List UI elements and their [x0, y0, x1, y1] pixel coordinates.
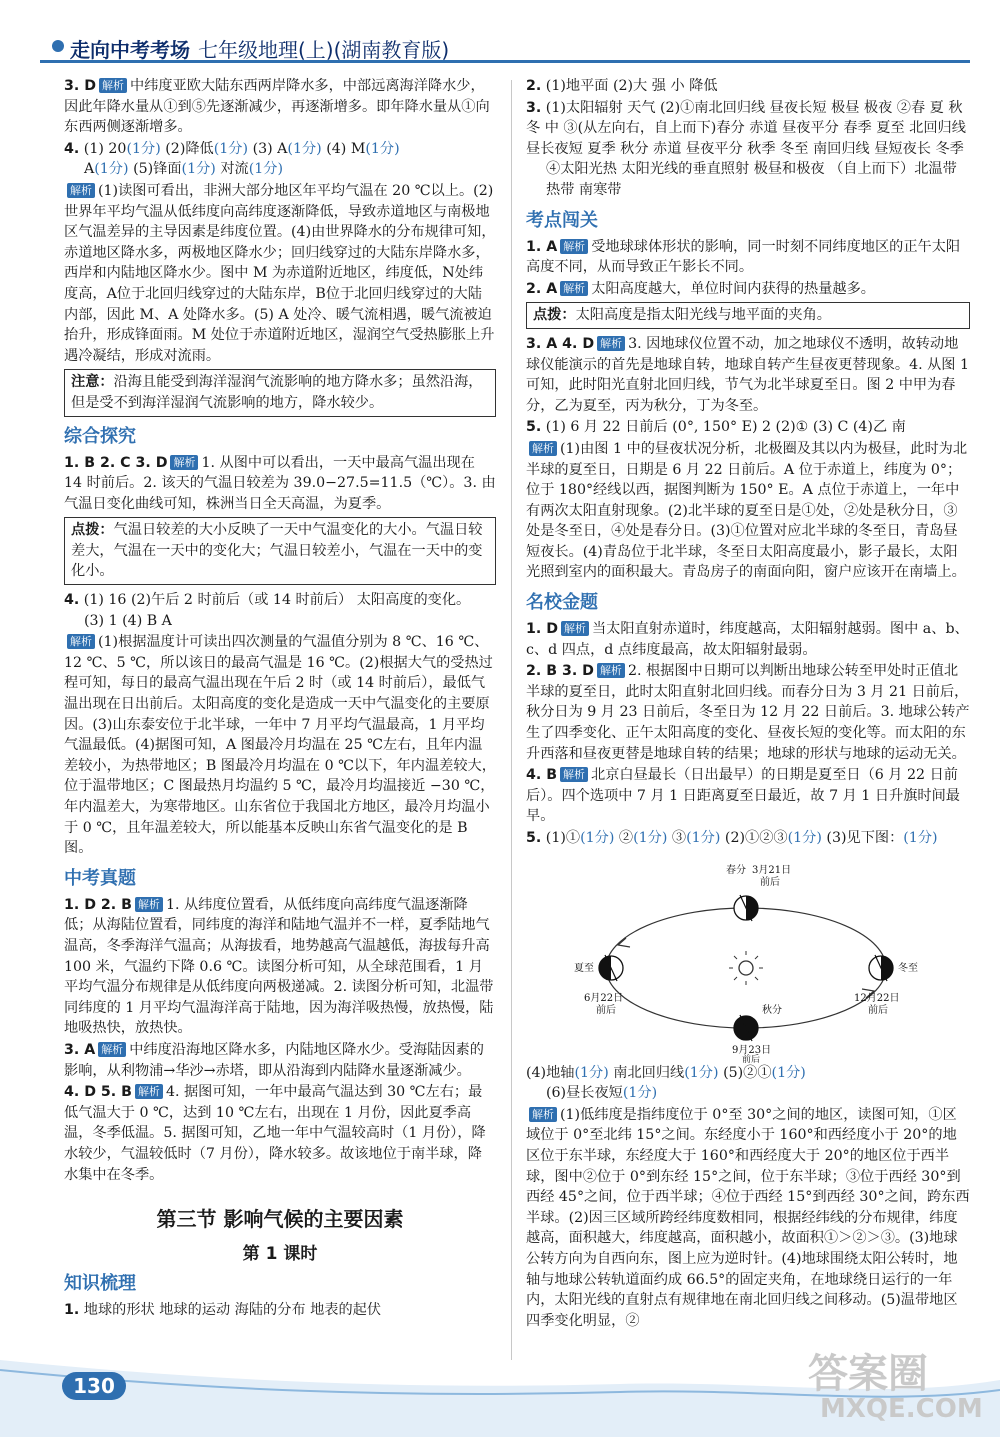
answer-part: (6)昼长夜短	[546, 1085, 623, 1102]
explanation-text: (1)读图可看出，非洲大部分地区年平均气温在 20 ℃以上。(2)世界年平均气温从低纬度向高纬度逐渐降低，导致赤道地区与南极地区气温差异的主导因素是纬度位置。(4)由世界降水的分布规律可知，赤道地区降水多，两极地区降水少；回归线穿过的大陆东岸降水多，西岸和内陆地区降水少。图中 M 为赤道附近地区，纬度低，N处纬度高，A位于北回归线穿过的大陆东岸，B位于北回归线穿过的大陆内部，因此 M、A 处降水多。(5) A 处冷、暖气流相遇，暖气流被迫抬升，形成锋面雨。M 处位于赤道附近地区，湿润空气受热膨胀上升遇冷凝结，形成对流雨。	[64, 182, 496, 364]
answer-item	[526, 765, 970, 827]
tip-label: 点拨：	[71, 522, 114, 539]
sun-icon	[729, 951, 763, 985]
answer-part: (2)①②③	[724, 830, 788, 846]
earth-winter-solstice	[869, 955, 893, 981]
answer-item	[526, 661, 970, 764]
answer-line	[64, 159, 496, 180]
header-bullet-icon	[52, 40, 64, 52]
answer-item	[64, 895, 496, 1039]
analysis-tag: 解析	[529, 441, 557, 456]
explanation-text: (1)低纬度是指纬度位于 0°至 30°之间的地区，读图可知，①区域位于 0°至北纬 15°之间。东经度小于 160°和西经度小于 20°的地区位于东半球，东经度大于 160°和西经度大于 20°的地区位于西半球，图中②位于 0°到东经 15°之间，位于东半球；③位于西经 30°到西经 45°之间，位于西半球；④位于西经 15°到西经 30°之间，跨东西半球。(2)因三区域所跨经纬度数相同，根据经纬线的分布规律，纬度越高，面积越大，纬度越高，面积越小，故面积①＞②＞③。(3)地球公转方向为自西向东，图上应为逆时针。(4)地球围绕太阳公转时，地轴与地球公转轨道面约成 66.5°的固定夹角，在地球绕日运行的一年内，太阳光线的直射点有规律地在南北回归线之间移动。(5)温带地区四季变化明显，②	[526, 1106, 970, 1329]
tip-text: 太阳高度是指太阳光线与地平面的夹角。	[575, 307, 831, 324]
answer-text: 中纬度沿海地区降水多，内陆地区降水少。受海陆因素的影响，从利物浦→华沙→赤塔，即从沿海到内陆降水量逐渐减少。	[64, 1041, 484, 1079]
earth-summer-solstice	[599, 955, 623, 981]
answer-text: 太阳高度越大，单位时间内获得的热量越多。	[591, 280, 875, 297]
answer-item	[64, 76, 496, 138]
answer-item	[526, 1063, 970, 1104]
answer-item	[64, 453, 496, 515]
answer-line	[526, 1083, 970, 1104]
label-winter: 冬至	[898, 962, 918, 974]
tip-box	[64, 517, 496, 585]
score-label: (1分)	[686, 830, 721, 846]
answer-number: 4.	[64, 140, 80, 157]
answer-text: (1)地平面 (2)大 强 小 降低	[545, 78, 718, 94]
label-autumn-date: 9月23日	[732, 1044, 772, 1056]
note-box	[64, 369, 496, 416]
label-summer-after: 前后	[596, 1004, 616, 1016]
answer-item	[526, 279, 970, 300]
section-heading: 考点闯关	[526, 209, 598, 231]
score-label: (1分)	[771, 1064, 806, 1081]
label-spring-after: 前后	[760, 876, 780, 888]
score-label: (1分)	[287, 140, 322, 157]
answer-text: (1)太阳辐射 天气 (2)①南北回归线 昼夜长短 极昼 极夜 ②春 夏 秋 冬 中 ③(从左向右，自上而下)春分 赤道 昼夜平分 春季 夏至 北回归线 昼长夜短 夏季 秋分 赤道 昼夜平分 秋季 冬至 南回归线 昼短夜长 冬季	[526, 99, 966, 157]
answer-number: 1.	[64, 1302, 80, 1319]
answer-number: 5.	[526, 830, 542, 846]
label-winter-after: 前后	[868, 1004, 888, 1016]
answer-number: 2. B 3. D	[526, 663, 594, 680]
answer-item	[526, 619, 970, 660]
answer-text: (1) 16 (2)午后 2 时前后（或 14 时前后） 太阳高度的变化。	[83, 592, 471, 609]
section-heading: 知识梳理	[64, 1273, 136, 1295]
watermark-url: MXQE.COM	[820, 1394, 983, 1424]
tip-box	[526, 302, 970, 329]
book-title	[70, 34, 449, 63]
label-summer-date: 6月22日	[584, 992, 624, 1004]
answer-number: 4. D 5. B	[64, 1084, 132, 1101]
answer-part: (5)锋面	[133, 161, 182, 178]
answer-number: 1. A	[526, 238, 558, 255]
analysis-tag: 解析	[67, 634, 95, 649]
answer-text: 地球的形状 地球的运动 海陆的分布 地表的起伏	[83, 1302, 382, 1319]
answer-part: (5)②①	[723, 1064, 772, 1081]
earth-autumn-equinox	[734, 1015, 758, 1041]
answer-item	[526, 828, 970, 849]
answer-number: 2. A	[526, 280, 558, 297]
answer-part: ②	[618, 830, 634, 846]
analysis-tag: 解析	[560, 281, 588, 296]
earth-orbit-diagram	[566, 853, 926, 1063]
analysis-tag: 解析	[597, 663, 625, 678]
page-number: 130	[62, 1372, 126, 1400]
answer-text: 4. 据图可知，一年中最高气温达到 30 ℃左右；最低气温大于 0 ℃，达到 10 ℃左右，出现在 1 月份，因此夏季高温，冬季低温。5. 据图可知，乙地一年中气温较高时（1 月份），降水较少，气温较低时（7 月份），降水较多。故该地位于南半球，降水集中在冬季。	[64, 1084, 486, 1183]
answer-part: (4)地轴	[526, 1064, 575, 1081]
analysis-tag: 解析	[561, 621, 589, 636]
answer-part: A	[84, 161, 95, 178]
answer-line: ④太阳光热 太阳光线的垂直照射 极昼和极夜 （自上而下）北温带 热带 南寒带	[546, 161, 957, 198]
label-autumn: 秋分	[762, 1004, 782, 1016]
label-autumn-after: 前后	[742, 1054, 761, 1063]
column-divider	[511, 80, 512, 1360]
analysis-tag: 解析	[529, 1107, 557, 1122]
answer-item	[64, 139, 496, 180]
score-label: (1分)	[622, 1085, 658, 1102]
answer-text: 中纬度亚欧大陆东西两岸降水多，中部远离海洋降水少，因此年降水量从①到⑤先逐渐减少，再逐渐增多。即年降水量从①向东西两侧逐渐增多。	[64, 78, 490, 136]
score-label: (1分)	[903, 830, 938, 846]
analysis-tag: 解析	[98, 1042, 126, 1057]
answer-part: (1) 20	[83, 140, 127, 157]
label-summer: 夏至	[574, 962, 594, 974]
watermark-logo: 答案圈	[808, 1351, 928, 1397]
score-label: (1分)	[365, 140, 400, 157]
explanation	[526, 439, 970, 583]
note-label: 注意：	[71, 374, 114, 391]
lesson-title: 第 1 课时	[242, 1243, 318, 1264]
score-label: (1分)	[248, 161, 284, 178]
explanation	[526, 1105, 970, 1332]
analysis-tag: 解析	[99, 78, 127, 93]
answer-text: 2. 根据图中日期可以判断出地球公转至甲处时正值北半球的夏至日，此时太阳直射北回归线。而春分日为 3 月 21 日前后，秋分日为 9 月 23 日前后，冬至日为 12 月 22 日前后。3. 地球公转产生了四季变化、正午太阳高度的变化、昼夜长短的变化等。而太阳的东升西落和昼夜更替是地球自转的结果；地球的形状与地球的运动无关。	[526, 663, 970, 762]
score-label: (1分)	[126, 140, 161, 157]
page-header	[0, 0, 1000, 72]
answer-part: (2)降低	[165, 140, 214, 157]
answer-part: (1)①	[545, 830, 581, 846]
label-spring: 春分	[726, 864, 746, 876]
answer-number: 1. B 2. C 3. D	[64, 454, 168, 471]
answer-item	[526, 98, 970, 201]
answer-number: 5.	[526, 419, 542, 436]
note-text: 沿海且能受到海洋湿润气流影响的地方降水多；虽然沿海，但是受不到海洋湿润气流影响的地方，降水较少。	[71, 374, 483, 411]
answer-item	[64, 1300, 496, 1321]
analysis-tag: 解析	[135, 897, 163, 912]
answer-part: (4) M	[326, 140, 366, 157]
book-subtitle: 七年级地理(上)(湖南教育版)	[198, 38, 450, 62]
answer-number: 3. A 4. D	[526, 335, 595, 352]
answer-part: 对流	[220, 161, 249, 178]
answer-item	[64, 590, 496, 631]
score-label: (1分)	[181, 161, 216, 178]
answer-text: (1) 6 月 22 日前后 (0°, 150° E) 2 (2)① (3) C (4)乙 南	[545, 419, 906, 436]
score-label: (1分)	[580, 830, 615, 846]
analysis-tag: 解析	[560, 239, 588, 254]
answer-text: 当太阳直射赤道时，纬度越高，太阳辐射越弱。图中 a、b、c、d 四点，d 点纬度最高，故太阳辐射最弱。	[526, 621, 969, 658]
analysis-tag: 解析	[135, 1084, 163, 1099]
answer-number: 4.	[64, 592, 80, 609]
tip-label: 点拨：	[533, 307, 576, 324]
answer-line: (3) 1 (4) B A	[84, 612, 172, 629]
analysis-tag: 解析	[560, 767, 588, 782]
answer-text: 北京白昼最长（日出最早）的日期是夏至日（6 月 22 日前后）。四个选项中 7 月 1 日距离夏至日最近，故 7 月 1 日升旗时间最早。	[526, 767, 960, 825]
analysis-tag: 解析	[597, 336, 625, 351]
analysis-tag: 解析	[170, 455, 198, 470]
right-column	[526, 76, 970, 1332]
score-label: (1分)	[574, 1064, 609, 1081]
section-heading: 中考真题	[64, 867, 136, 889]
explanation	[64, 632, 496, 859]
answer-item	[526, 237, 970, 278]
score-label: (1分)	[633, 830, 668, 846]
score-label: (1分)	[787, 830, 822, 846]
score-label: (1分)	[684, 1064, 719, 1081]
answer-item	[526, 76, 970, 97]
tip-text: 气温日较差的大小反映了一天中气温变化的大小。气温日较差大，气温在一天中的变化大；气温日较差小，气温在一天中的变化小。	[71, 522, 483, 580]
answer-number: 3.	[526, 99, 542, 116]
label-spring-date: 3月21日	[752, 864, 792, 876]
answer-part: (3)见下图：	[826, 830, 904, 846]
label-winter-date: 12月22日	[854, 992, 900, 1004]
answer-number: 4. B	[526, 767, 558, 784]
explanation	[64, 181, 496, 366]
answer-text: 1. 从纬度位置看，从低纬度向高纬度气温逐渐降低；从海陆位置看，同纬度的海洋和陆地气温并不一样，夏季陆地气温高，冬季海洋气温高；从海拔看，地势越高气温越低，海拔每升高 100 米，气温约下降 0.6 ℃。读图分析可知，从全球范围看，1 月平均气温分布规律是从低纬度向两极递减。2. 读图分析可知，北温带同纬度的 1 月平均气温海洋高于陆地，因为海洋吸热慢，放热慢，陆地吸热快，放热快。	[64, 896, 494, 1037]
explanation-text: (1)由图 1 中的昼夜状况分析，北极圈及其以内为极昼，此时为北半球的夏至日，日期是 6 月 22 日前后。A 位于赤道上，纬度为 0°；位于 180°经线以西，据图判断为 150° E。A 点位于赤道上，一年中有两次太阳直射现象。(2)北半球的夏至日是①处，②处是秋分日，③处是冬至日，④处是春分日。(3)①位置对应北半球的冬至日，青岛昼短夜长。(4)青岛位于北半球，冬至日太阳高度最小，影子最长，太阳光照到室内的面积最大。青岛房子的南面向阳，窗户应该开在南墙上。	[526, 440, 968, 581]
orbit-ellipse	[606, 908, 886, 1028]
answer-number: 2.	[526, 78, 542, 94]
book-series-title: 走向中考考场	[70, 38, 190, 62]
answer-part: 南北回归线	[613, 1064, 685, 1081]
answer-number: 3. A	[64, 1041, 96, 1058]
answer-item	[64, 1082, 496, 1185]
left-column	[64, 76, 496, 1322]
score-label: (1分)	[213, 140, 249, 157]
analysis-tag: 解析	[67, 183, 95, 198]
earth-spring-equinox	[734, 895, 758, 921]
answer-part: ③	[671, 830, 687, 846]
answer-item	[526, 417, 970, 438]
section-heading: 名校金题	[526, 592, 598, 614]
answer-text: 3. 因地球仪位置不动，加之地球仪不透明，故转动地球仪能演示的首先是地球自转，地球自转产生昼夜更替现象。4. 从图 1 可知，此时阳光直射北回归线，节气为北半球夏至日。图 2 中甲为春分，乙为夏至，丙为秋分，丁为冬至。	[526, 335, 970, 414]
score-label: (1分)	[94, 161, 129, 178]
answer-number: 1. D	[526, 621, 558, 638]
section-heading: 综合探究	[64, 425, 136, 447]
answer-part: (3) A	[252, 140, 288, 157]
explanation-text: (1)根据温度计可读出四次测量的气温值分别为 8 ℃、16 ℃、12 ℃、5 ℃，所以该日的最高气温是 16 ℃。(2)根据大气的受热过程可知，每日的最高气温出现在午后 2 时（或 14 时前后），最低气温出现在日出前后。太阳高度的变化是造成一天中气温变化的主要原因。(3)山东泰安位于北半球，一年中 7 月平均气温最高，1 月平均气温最低。(4)据图可知，A 图最冷月均温在 25 ℃左右，且年内温差较小，为热带地区；B 图最冷月均温在 0 ℃以下，年内温差较大，位于温带地区；C 图最热月均温约 5 ℃，最冷月均温接近 −30 ℃，年内温差大，为寒带地区。山东省位于我国北方地区，最冷月均温小于 0 ℃，且年温差较大，所以能基本反映山东省气温变化的是 B 图。	[64, 634, 496, 857]
chapter-title: 第三节 影响气候的主要因素	[156, 1207, 404, 1232]
answer-text: 1. 从图中可以看出，一天中最高气温出现在 14 时前后。2. 该天的气温日较差为 39.0−27.5=11.5（℃）。3. 由气温日变化曲线可知，株洲当日全天高温，为夏季。	[64, 454, 496, 512]
answer-number: 3. D	[64, 78, 96, 94]
answer-number: 1. D 2. B	[64, 896, 132, 913]
answer-item	[64, 1040, 496, 1081]
answer-text: 受地球球体形状的影响，同一时刻不同纬度地区的正午太阳高度不同，从而导致正午影长不同。	[526, 238, 961, 276]
answer-item	[526, 334, 970, 416]
